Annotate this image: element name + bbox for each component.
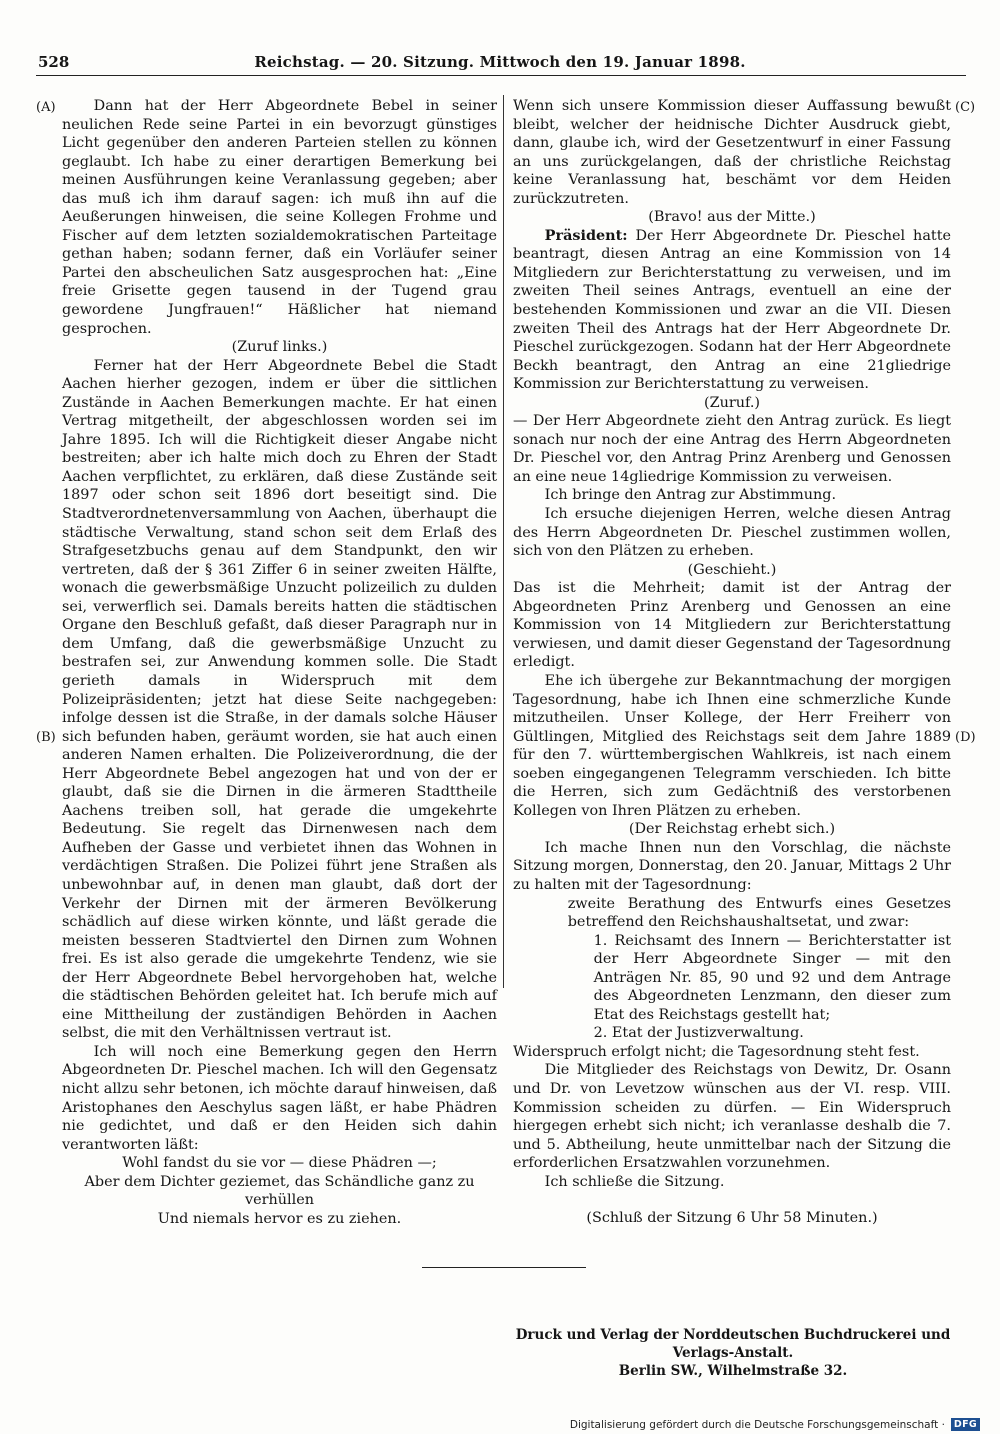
imprint-line: Berlin SW., Wilhelmstraße 32. <box>618 1363 848 1379</box>
interjection: (Zuruf.) <box>703 394 761 411</box>
interjection: (Geschieht.) <box>687 561 777 578</box>
interjection: (Zuruf links.) <box>231 339 328 356</box>
paragraph: Ich mache Ihnen nun den Vorschlag, die nächste Sitzung morgen, Donnerstag, den 20. Januar, Mittags 2 Uhr zu halten mit der Tagesordnung: <box>513 839 951 893</box>
paragraph <box>513 227 951 394</box>
dfg-logo: DFG <box>951 1418 980 1431</box>
column-rule <box>503 95 504 988</box>
paragraph: Dann hat der Herr Abgeordnete Bebel in seiner neulichen Rede seine Partei in ein bevorzugt günstiges Licht gegenüber den anderen Parteien stellen zu können geglaubt. Ich habe zu einer derartigen Bemerkung bei meinen Ausführungen keine Veranlassung gegeben; aber das muß ich ihm darauf sagen: ich muß ihn auf die Aeußerungen hinweisen, die seine Kollegen Frohme und Fischer auf dem letzten sozialdemokratischen Parteitage gethan haben; sodann ferner, daß ein Vorläufer seiner Partei den abscheulichen Satz ausgesprochen hat: „Eine freie Grisette gegen tausend in der Tugend grau gewordene Jungfrauen!“ Häßlicher hat niemand gesprochen. <box>62 98 497 337</box>
paragraph: Ich ersuche diejenigen Herren, welche diesen Antrag des Herrn Abgeordneten Dr. Pieschel zustimmen wollen, sich von den Plätzen zu erheben. <box>513 506 951 560</box>
verse-line: Aber dem Dichter geziemet, das Schändliche ganz zu verhüllen <box>84 1173 475 1209</box>
paragraph: Ich schließe die Sitzung. <box>544 1173 725 1190</box>
paragraph: Ich will noch eine Bemerkung gegen den Herrn Abgeordneten Dr. Pieschel machen. Ich will den Gegensatz nicht allzu sehr betonen, ich möchte darauf hinweisen, daß Aristophanes den Aeschylus sagen läßt, er habe Phädren nie gedichtet, und daß er den Heiden sich dahin verantworten läßt: <box>62 1043 497 1153</box>
verse-line: Und niemals hervor es zu ziehen. <box>157 1210 402 1227</box>
paragraph: Wenn sich unsere Kommission dieser Auffassung bewußt bleibt, welcher der heidnische Dichter Ausdruck giebt, dann, glaube ich, wird der Gesetzentwurf in einer Fassung an uns zurückgelangen, daß der christliche Reichstag keine Veranlassung hat, beschämt vor dem Heiden zurückzutreten. <box>513 98 951 207</box>
column-left <box>62 97 497 1228</box>
session-close: (Schluß der Sitzung 6 Uhr 58 Minuten.) <box>586 1210 878 1227</box>
agenda-item: 2. Etat der Justizverwaltung. <box>593 1025 804 1042</box>
agenda-heading: zweite Berathung des Entwurfs eines Gesetzes betreffend den Reichshaushaltsetat, und zwar: <box>567 895 951 931</box>
paragraph: Das ist die Mehrheit; damit ist der Antrag der Abgeordneten Prinz Arenberg und Genossen an eine Kommission von 14 Mitgliedern zur Berichterstattung verwiesen, und damit dieser Gegenstand der Tagesordnung erledigt. <box>513 580 951 671</box>
imprint-line: Druck und Verlag der Norddeutschen Buchdruckerei und Verlags-Anstalt. <box>515 1327 951 1361</box>
margin-mark-d: (D) <box>955 730 976 745</box>
page-number: 528 <box>38 53 70 71</box>
funding-text: Digitalisierung gefördert durch die Deutsche Forschungsgemeinschaft · <box>569 1418 945 1431</box>
paragraph: Ehe ich übergehe zur Bekanntmachung der morgigen Tagesordnung, habe ich Ihnen eine schmerzliche Kunde mitzutheilen. Unser Kollege, der Herr Freiherr von Gültlingen, Mitglied des Reichstags seit dem Jahre 1889 für den 7. württembergischen Wahlkreis, ist nach einem soeben eingegangenen Telegramm verschieden. Ich bitte die Herren, sich zum Gedächtniß des verstorbenen Kollegen von Ihren Plätzen zu erheben. <box>513 672 951 819</box>
imprint <box>513 1326 953 1380</box>
margin-mark-a: (A) <box>36 100 56 115</box>
running-head: Reichstag. — 20. Sitzung. Mittwoch den 19. Januar 1898. <box>254 53 746 71</box>
paragraph: Widerspruch erfolgt nicht; die Tagesordnung steht fest. <box>513 1043 920 1060</box>
margin-mark-b: (B) <box>36 730 56 745</box>
speech-text: Der Herr Abgeordnete Dr. Pieschel hatte beantragt, diesen Antrag an eine Kommission von 14 Mitgliedern zur Berichterstattung zu verweisen, und im zweiten Theil seines Antrags, eventuell an eine der bestehenden Kommissionen und zwar an die VII. Diesen zweiten Theil des Antrags hat der Herr Abgeordnete Dr. Pieschel zurückgezogen. Sodann hat der Herr Abgeordnete Beckh beantragt, den Antrag an eine 21gliedrige Kommission zur Berichterstattung zu verweisen. <box>513 227 951 393</box>
interjection: (Der Reichstag erhebt sich.) <box>628 821 836 838</box>
margin-mark-c: (C) <box>955 100 976 115</box>
interjection: (Bravo! aus der Mitte.) <box>648 209 816 226</box>
paragraph: Die Mitglieder des Reichstags von Dewitz, Dr. Osann und Dr. von Levetzow wünschen aus der VI. resp. VIII. Kommission scheiden zu dürfen. — Ein Widerspruch hiergegen erhebt sich nicht; ich veranlasse deshalb die 7. und 5. Abtheilung, heute unmittelbar nach der Sitzung die erforderlichen Ersatzwahlen vorzunehmen. <box>513 1062 951 1172</box>
paragraph: Ferner hat der Herr Abgeordnete Bebel die Stadt Aachen hierher gezogen, indem er über die sittlichen Zustände in Aachen Bemerkungen machte. Er hat einen Vertrag mitgetheilt, der abgeschlossen worden sei im Jahre 1895. Ich will die Richtigkeit dieser Angabe nicht bestreiten; aber ich halte mich doch zu Ehren der Stadt Aachen verpflichtet, zu erklären, daß diese Zustände seit 1897 oder schon seit 1896 dort beseitigt sind. Die Stadtverordnetenversammlung von Aachen, überhaupt die städtische Verwaltung, stand schon seit dem Erlaß des Strafgesetzbuchs genau auf dem Standpunkt, den wir vertreten, daß der § 361 Ziffer 6 in seiner zweiten Hälfte, wonach die gewerbsmäßige Unzucht polizeilich zu dulden sei, verwerflich sei. Damals bereits hatten die städtischen Organe den Beschluß gefaßt, daß dieser Paragraph nur in dem Umfang, daß die gewerbsmäßige Unzucht zu bestrafen sei, zur Anwendung kommen solle. Die Stadt gerieth damals in Widerspruch mit dem Polizeipräsidenten; jetzt hat diese Seite nachgegeben: infolge dessen ist die Straße, in der damals solche Häuser sich befunden haben, geräumt worden, sie hat auch einen anderen Namen erhalten. Die Polizeiverordnung, die der Herr Abgeordnete Bebel angezogen hat und von der er glaubt, daß sie die Dirnen in die ärmeren Stadttheile Aachens treiben soll, hat gerade die umgekehrte Bedeutung. Sie regelt das Dirnenwesen nach dem Aufheben der Gasse und verbietet ihnen das Wohnen in verdächtigen Straßen. Die Polizei führt jene Straßen als unbewohnbar auf, in denen man glaubt, daß dort der Verkehr der Dirnen mit der ärmeren Bevölkerung schädlich auf diese wirken könnte, und läßt gerade die meisten besseren Stadtviertel den Dirnen zum Wohnen frei. Es ist also gerade die umgekehrte Tendenz, wie sie der Herr Abgeordnete Bebel hervorgehoben hat, welche die städtischen Behörden geleitet hat. Ich berufe mich auf eine Mittheilung der zuständigen Behörden in Aachen selbst, die mit den Verhältnissen vertraut ist. <box>62 357 497 1042</box>
header-rule <box>36 75 966 76</box>
paragraph: — Der Herr Abgeordnete zieht den Antrag zurück. Es liegt sonach nur noch der eine Antrag des Herrn Abgeordneten Dr. Pieschel vor, den Antrag Prinz Arenberg und Genossen an eine neue 14gliedrige Kommission zu verweisen. <box>513 413 951 485</box>
paragraph: Ich bringe den Antrag zur Abstimmung. <box>544 487 837 504</box>
agenda-item: 1. Reichsamt des Innern — Berichterstatter ist der Herr Abgeordnete Singer — mit den Anträgen Nr. 85, 90 und 92 und dem Antrage des Abgeordneten Lenzmann, den dieser zum Etat des Reichstags gestellt hat; <box>593 932 951 1023</box>
column-right <box>513 97 951 1228</box>
verse-line: Wohl fandst du sie vor — diese Phädren —; <box>122 1155 437 1172</box>
speaker-label: Präsident: <box>544 226 628 244</box>
funding-note <box>570 1418 980 1431</box>
bottom-rule <box>422 1267 586 1268</box>
